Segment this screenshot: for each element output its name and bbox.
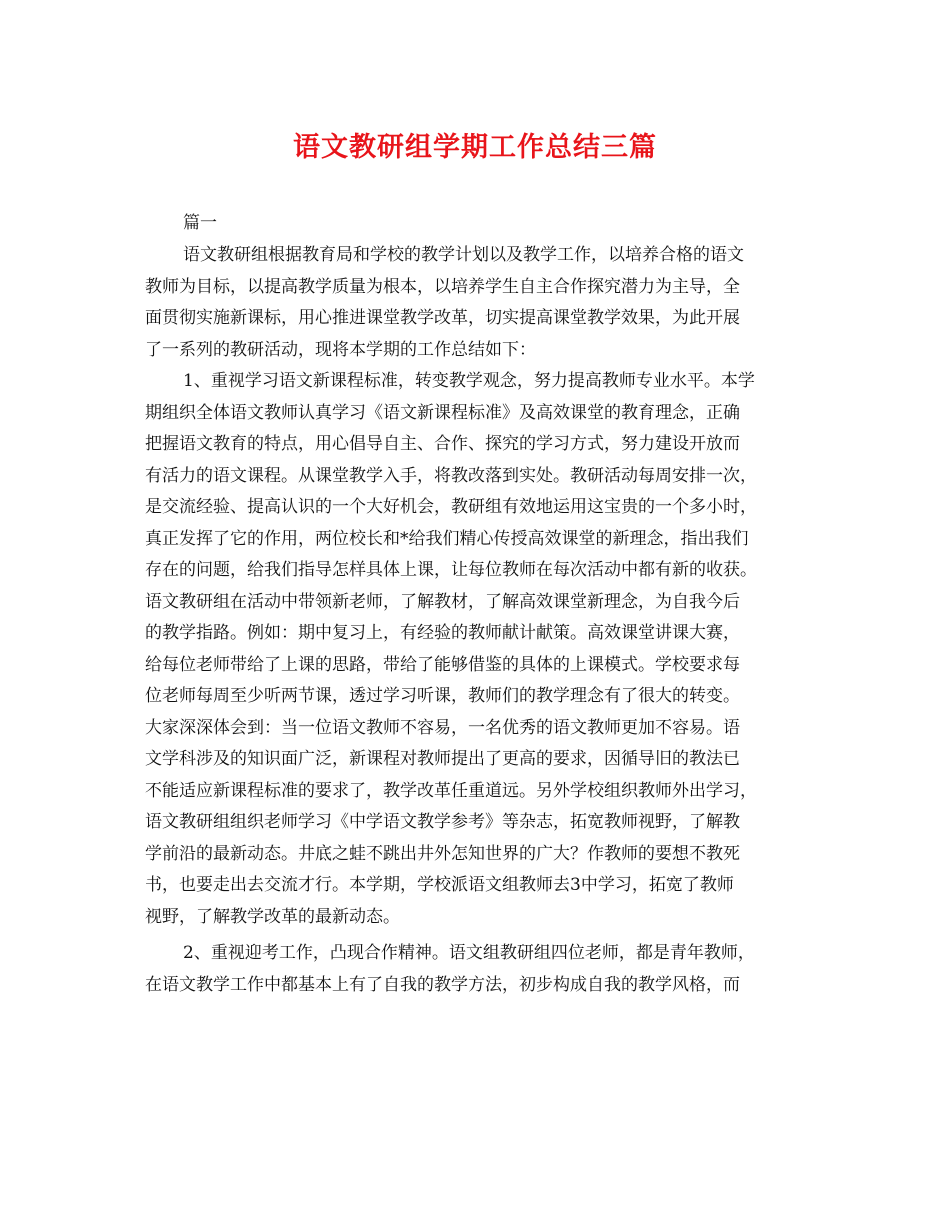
text-line: 真正发挥了它的作用，两位校长和*给我们精心传授高效课堂的新理念，指出我们 [145,528,749,549]
text-line: 的教学指路。例如：期中复习上，有经验的教师献计献策。高效课堂讲课大赛， [145,623,740,643]
text-line: 视野，了解教学改革的最新动态。 [145,906,400,927]
text-line: 面贯彻实施新课标，用心推进课堂教学改革，切实提高课堂教学效果，为此开展 [145,308,740,328]
text-line: 有活力的语文课程。从课堂教学入手，将教改落到实处。教研活动每周安排一次， [145,465,757,486]
text-line: 学前沿的最新动态。井底之蛙不跳出井外怎知世界的广大？作教师的要想不教死 [145,843,740,864]
text-line: 在语文教学工作中都基本上有了自我的教学方法，初步构成自我的教学风格，而 [145,974,740,995]
text-line: 是交流经验、提高认识的一个大好机会，教研组有效地运用这宝贵的一个多小时， [145,497,757,517]
text-line: 书，也要走出去交流才行。本学期，学校派语文组教师去3中学习，拓宽了教师 [145,875,734,895]
text-line: 了一系列的教研活动，现将本学期的工作总结如下： [145,339,536,360]
text-line: 把握语文教育的特点，用心倡导自主、合作、探究的学习方式，努力建设开放而 [145,434,740,454]
text-line: 给每位老师带给了上课的思路，带给了能够借鉴的具体的上课模式。学校要求每 [145,654,740,675]
text-line: 1、重视学习语文新课程标准，转变教学观念，努力提高教师专业水平。本学 [183,371,755,391]
section-label: 篇一 [183,213,217,233]
text-line: 存在的问题，给我们指导怎样具体上课，让每位教师在每次活动中都有新的收获。 [145,560,757,580]
document-body [145,240,805,1001]
text-line: 语文教研组根据教育局和学校的教学计划以及教学工作，以培养合格的语文 [183,245,744,265]
document-title: 语文教研组学期工作总结三篇 [293,132,657,163]
text-line: 语文教研组在活动中带领新老师，了解教材，了解高效课堂新理念，为自我今后 [145,591,740,612]
text-line: 文学科涉及的知识面广泛，新课程对教师提出了更高的要求，因循导旧的教法已 [145,749,740,769]
text-line: 2、重视迎考工作，凸现合作精神。语文组教研组四位老师，都是青年教师， [183,943,755,963]
text-line: 大家深深体会到：当一位语文教师不容易，一名优秀的语文教师更加不容易。语 [145,717,740,738]
text-line: 教师为目标，以提高教学质量为根本，以培养学生自主合作探究潜力为主导，全 [145,276,740,297]
text-line: 位老师每周至少听两节课，透过学习听课，教师们的教学理念有了很大的转变。 [145,686,740,706]
text-line: 期组织全体语文教师认真学习《语文新课程标准》及高效课堂的教育理念，正确 [145,402,740,423]
text-line: 不能适应新课程标准的要求了，教学改革任重道远。另外学校组织教师外出学习， [145,780,757,801]
text-line: 语文教研组组织老师学习《中学语文教学参考》等杂志，拓宽教师视野，了解教 [145,812,740,832]
